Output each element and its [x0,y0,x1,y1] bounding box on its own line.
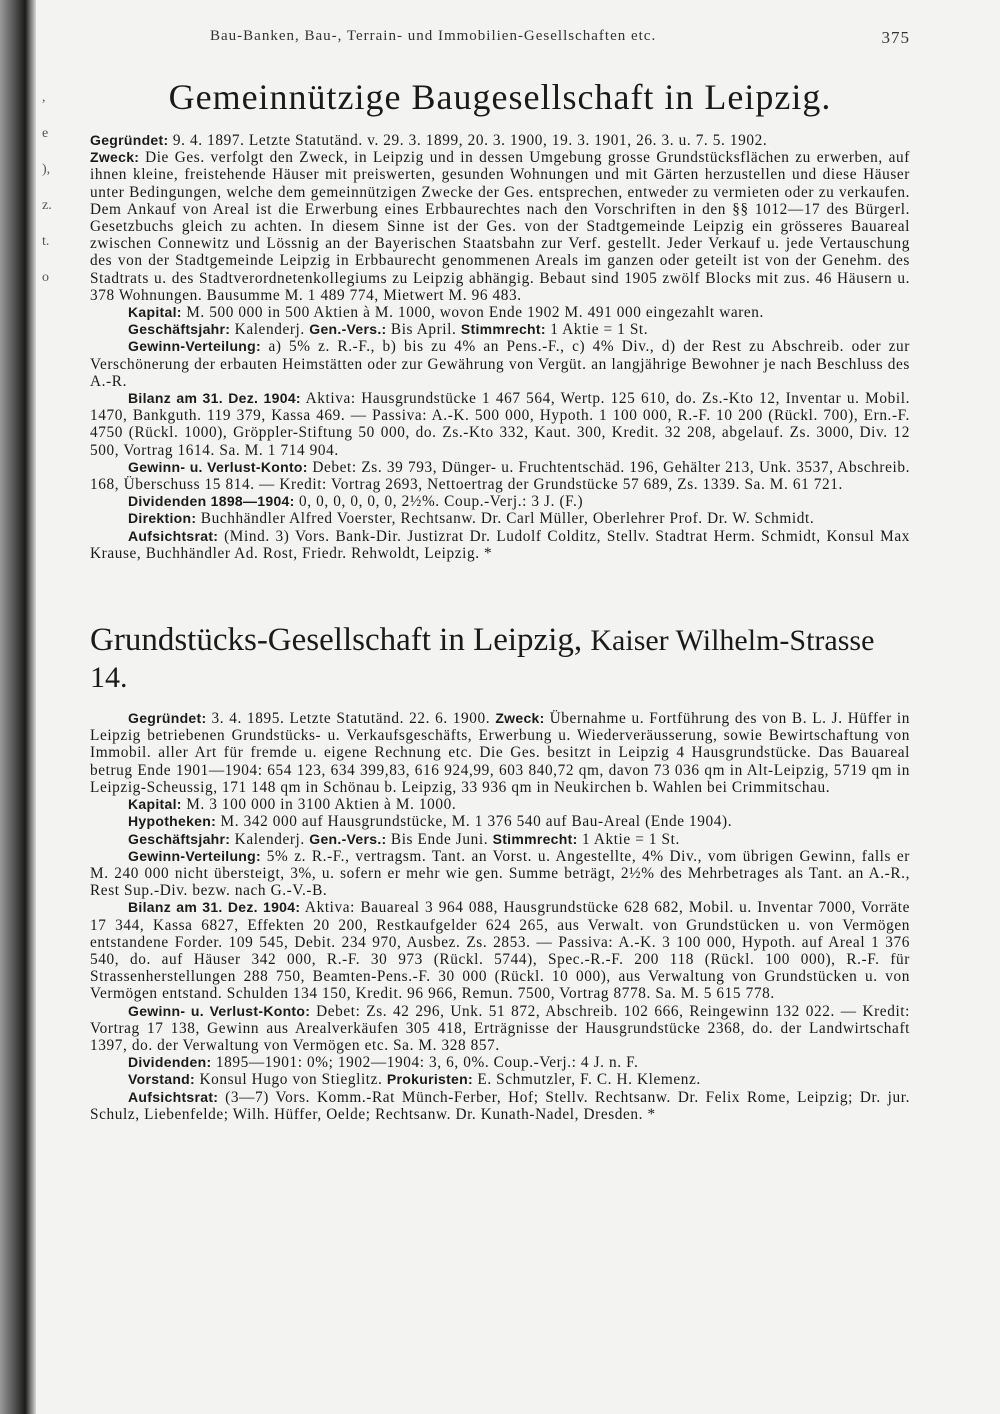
entry-mortgages: Hypotheken: M. 342 000 auf Hausgrundstücke, M. 1 376 540 auf Bau-Areal (Ende 1904). [128,813,733,831]
entry-supervisory-board: Aufsichtsrat: (Mind. 3) Vors. Bank-Dir. Justizrat Dr. Ludolf Colditz, Stellv. Stadtrat Herm. Schmidt, Konsul Max Krause, Buchhändler Ad. Rost, Friedr. Rehwoldt, Leipzig. * [90,527,910,562]
margin-mark: , [42,90,46,105]
entry-capital: Kapital: M. 500 000 in 500 Aktien à M. 1000, wovon Ende 1902 M. 491 000 eingezahlt waren. [128,304,764,322]
margin-mark: o [42,270,49,285]
section-body-1 [90,132,910,562]
entry-founded-purpose: Gegründet: 3. 4. 1895. Letzte Statutänd. 22. 6. 1900. Zweck: Übernahme u. Fortführung des von B. L. J. Hüffer in Leipzig betriebenen Grundstücks- u. Verkaufsgeschäfts, Erwerbung u. Wiederveräusserung, sowie Bewirtschaftung von Immobil. aller Art für fremde u. eigene Rechnung etc. Die Ges. besitzt in Leipzig 4 Hausgrundstücke. Das Bauareal betrug Ende 1901—1904: 654 123, 634 399,83, 616 924,99, 603 840,72 qm, davon 73 036 qm in Alt-Leipzig, 5719 qm in Leipzig-Scheussig, 171 148 qm in Schönau b. Leipzig, 33 936 qm in Neukirchen b. Wahlen bei Crimmitschau. [90,710,910,796]
entry-fiscal-year: Geschäftsjahr: Kalenderj. Gen.-Vers.: Bis Ende Juni. Stimmrecht: 1 Aktie = 1 St. [128,830,680,848]
entry-fiscal-year: Geschäftsjahr: Kalenderj. Gen.-Vers.: Bis April. Stimmrecht: 1 Aktie = 1 St. [128,321,649,339]
entry-founded: Gegründet: 9. 4. 1897. Letzte Statutänd. v. 29. 3. 1899, 20. 3. 1900, 19. 3. 1901, 26. 3. u. 7. 5. 1902. [90,132,768,149]
entry-capital: Kapital: M. 3 100 000 in 3100 Aktien à M. 1000. [128,796,457,814]
entry-dividends: Dividenden: 1895—1901: 0%; 1902—1904: 3, 6, 0%. Coup.-Verj.: 4 J. n. F. [128,1054,639,1072]
entry-board: Vorstand: Konsul Hugo von Stieglitz. Prokuristen: E. Schmutzler, F. C. H. Klemenz. [128,1071,701,1089]
running-head [90,22,910,52]
margin-mark: z. [42,198,52,213]
page-number: 375 [881,28,910,47]
entry-profit-loss: Gewinn- u. Verlust-Konto: Debet: Zs. 39 793, Dünger- u. Fruchtentschäd. 196, Gehälter 213, Unk. 3537, Abschreib. 168, Überschuss 15 814. — Kredit: Vortrag 2693, Nettoertrag der Grundstücke 57 689, Zs. 1339. Sa. M. 61 721. [90,458,910,494]
entry-balance-sheet: Bilanz am 31. Dez. 1904: Aktiva: Bauareal 3 964 088, Hausgrundstücke 628 682, Mobil. u. Inventar 7000, Vorräte 17 344, Kassa 6827, Effekten 20 200, Restkaufgelder 624 265, aus Verwalt. von Grundstücken u. von Vermögen entstandene Forder. 109 545, Debit. 234 970, Ausbez. Zs. 2853. — Passiva: A.-K. 3 100 000, Hypoth. auf Areal 1 376 540, do. auf Häuser 342 000, R.-F. 30 973 (Rückl. 5744), Spec.-R.-F. 200 118 (Rückl. 100 000), R.-F. für Strassenherstellungen 288 750, Beamten-Pens.-F. 30 000 (Rückl. 10 000), aus Verwaltung von Grundstücken u. von Vermögen entstand. Schulden 134 150, Kredit. 96 966, Remun. 7500, Vortrag 8778. Sa. M. 5 615 778. [90,899,910,1003]
running-head-title: Bau-Banken, Bau-, Terrain- und Immobilien-Gesellschaften etc. [210,28,657,44]
entry-profit-distribution: Gewinn-Verteilung: 5% z. R.-F., vertragsm. Tant. an Vorst. u. Angestellte, 4% Div., vom übrigen Gewinn, falls er M. 240 000 nicht übersteigt, 3%, u. sofern er mehr wie gen. Summe beträgt, 2½% des Mehrbetrages als Tant. an A.-R., Rest Sup.-Div. bezw. nach G.-V.-B. [90,847,910,900]
entry-direction: Direktion: Buchhändler Alfred Voerster, Rechtsanw. Dr. Carl Müller, Oberlehrer Prof. Dr. W. Schmidt. [128,510,815,528]
left-margin-marks [42,90,62,306]
margin-mark: ), [42,162,51,177]
entry-purpose: Zweck: Die Ges. verfolgt den Zweck, in Leipzig und in dessen Umgebung grosse Grundstücksflächen zu erwerben, auf ihnen kleine, freistehende Häuser mit preiswerten, gesunden Wohnungen und mit Gärten herzustellen und diese Häuser unter Bedingungen, welche dem gemeinnützigen Zwecke der Ges. entsprechen, entweder zu vermieten oder zu verkaufen. Dem Ankauf von Areal ist die Erwerbung eines Erbbaurechtes nach den Vorschriften in den §§ 1012—17 des Bürgerl. Gesetzbuchs gleich zu achten. In diesem Sinne ist der Ges. von der Stadtgemeinde Leipzig ein grösseres Bauareal zwischen Connewitz und Lössnig an der Bayerischen Staatsbahn zur Verf. gestellt. Jeder Verkauf u. jede Vertauschung des von der Stadtgemeinde Leipzig in Erbbaurecht genommenen Areals im ganzen oder geteilt ist von der Genehm. des Stadtrats u. des Stadtverordnetenkollegiums zu Leipzig abhängig. Bebaut sind 1905 zwölf Blocks mit zus. 46 Häusern u. 378 Wohnungen. Bausumme M. 1 489 774, Mietwert M. 96 483. [90,149,910,304]
section-body-2 [90,710,910,1123]
entry-dividends: Dividenden 1898—1904: 0, 0, 0, 0, 0, 0, 2½%. Coup.-Verj.: 3 J. (F.) [128,493,584,511]
margin-mark: e [42,126,49,141]
section-title-2: Grundstücks-Gesellschaft in Leipzig, Kaiser Wilhelm-Strasse 14. [90,622,875,695]
page-content [90,22,910,1123]
entry-balance-sheet: Bilanz am 31. Dez. 1904: Aktiva: Hausgrundstücke 1 467 564, Wertp. 125 610, do. Zs.-Kto 12, Inventar u. Mobil. 1470, Bankguth. 119 379, Kassa 469. — Passiva: A.-K. 500 000, Hypoth. 1 100 000, R.-F. 10 200 (Rückl. 700), Ern.-F. 4750 (Rückl. 1000), Gröppler-Stiftung 50 000, do. Zs.-Kto 332, Kaut. 300, Kredit. 32 208, abgelauf. Zs. 3000, Div. 12 500, Vortrag 1614. Sa. M. 1 714 904. [90,390,910,459]
entry-profit-loss: Gewinn- u. Verlust-Konto: Debet: Zs. 42 296, Unk. 51 872, Abschreib. 102 666, Reingewinn 132 022. — Kredit: Vortrag 17 138, Gewinn aus Arealverkäufen 305 418, Erträgnisse der Hausgrundstücke 2368, do. der Landwirtschaft 1397, do. der Verwaltung von Vermögen etc. Sa. M. 328 857. [90,1002,910,1054]
section-subtitle-2: Kaiser Wilhelm-Strasse 14. [90,624,875,695]
book-binding-edge [0,0,36,1414]
entry-supervisory-board: Aufsichtsrat: (3—7) Vors. Komm.-Rat Münch-Ferber, Hof; Stellv. Rechtsanw. Dr. Felix Rome, Leipzig; Dr. jur. Schulz, Liebenfelde; Wilh. Hüffer, Oelde; Rechtsanw. Dr. Kunath-Nadel, Dresden. * [90,1088,910,1123]
entry-profit-distribution: Gewinn-Verteilung: a) 5% z. R.-F., b) bis zu 4% an Pens.-F., c) 4% Div., d) der Rest zu Abschreib. oder zur Verschönerung der erbauten Heimstätten oder zur Gewährung von Vergüt. an langjährige Bewohner je nach Beschluss des A.-R. [90,338,910,390]
section-gap [90,562,910,598]
section-title-1: Gemeinnützige Baugesellschaft in Leipzig. [168,77,832,117]
margin-mark: t. [42,234,50,249]
